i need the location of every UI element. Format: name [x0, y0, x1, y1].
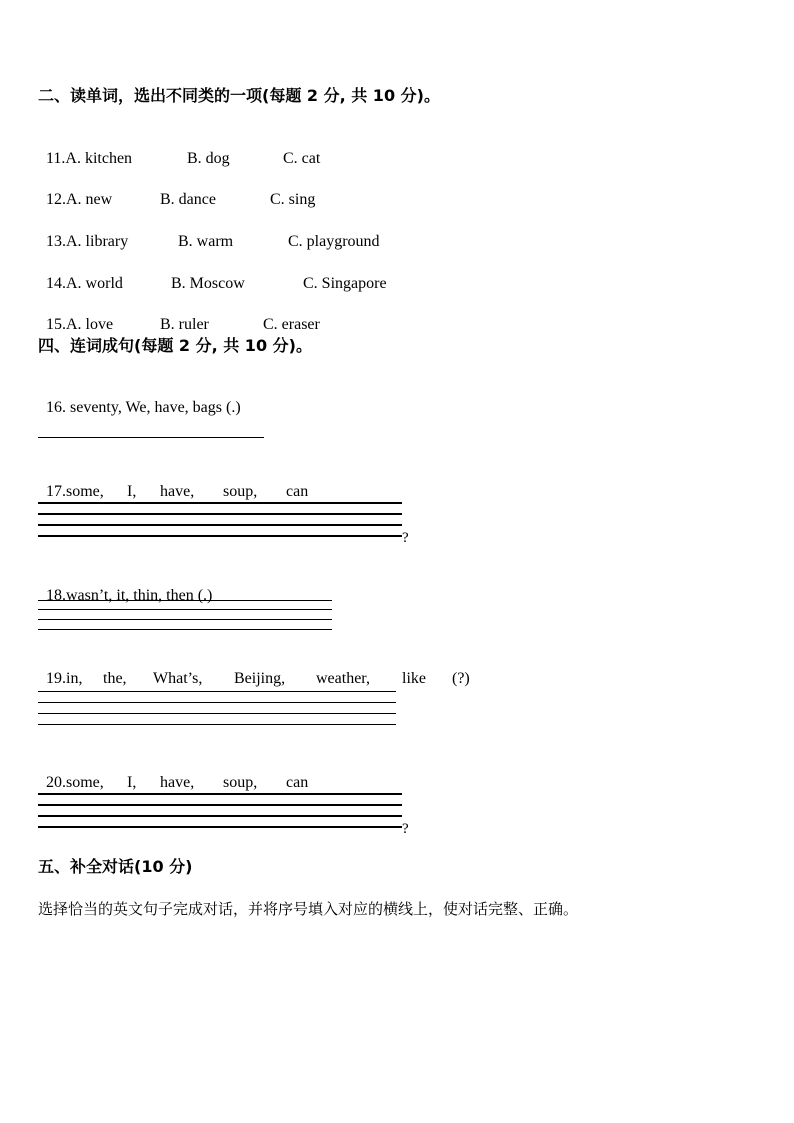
word: (?)	[452, 670, 470, 687]
question-number: 14.	[46, 275, 66, 292]
answer-line	[38, 502, 402, 504]
answer-line	[38, 804, 402, 806]
option-a: A. library	[66, 233, 129, 250]
word: weather,	[316, 670, 370, 687]
answer-line	[38, 793, 402, 795]
option-b: B. dance	[160, 191, 216, 208]
answer-line	[38, 691, 396, 692]
sentence-19	[38, 649, 470, 689]
word: I,	[127, 483, 137, 500]
answer-line	[38, 724, 396, 725]
word: in,	[66, 670, 83, 687]
question-14	[38, 254, 387, 294]
sentence-number: 16.	[46, 399, 66, 416]
question-number: 11.	[46, 150, 66, 167]
option-a: A. kitchen	[65, 150, 133, 167]
answer-line	[38, 826, 402, 828]
section-5-heading: 五、补全对话(10 分)	[38, 857, 193, 876]
scrambled-words: wasn’t, it, thin, then (.)	[66, 587, 213, 604]
word: some,	[66, 774, 104, 791]
answer-line	[38, 609, 332, 610]
option-b: B. ruler	[160, 316, 209, 333]
word: can	[286, 483, 309, 500]
word: can	[286, 774, 309, 791]
sentence-number: 17.	[46, 483, 66, 500]
option-c: C. eraser	[263, 316, 320, 333]
question-number: 12.	[46, 191, 66, 208]
section-2-heading: 二、读单词，选出不同类的一项(每题 2 分, 共 10 分)。	[38, 86, 440, 105]
answer-line	[38, 713, 396, 714]
option-c: C. playground	[288, 233, 380, 250]
word: Beijing,	[234, 670, 286, 687]
option-c: C. cat	[283, 150, 321, 167]
answer-line	[38, 619, 332, 620]
sentence-number: 20.	[46, 774, 66, 791]
word: have,	[160, 483, 195, 500]
sentence-number: 18.	[46, 587, 66, 604]
option-c: C. sing	[270, 191, 316, 208]
question-mark: ?	[402, 821, 409, 837]
question-12	[38, 170, 316, 210]
answer-line	[38, 524, 402, 526]
sentence-16	[38, 378, 241, 418]
answer-line	[38, 437, 264, 438]
answer-line	[38, 702, 396, 703]
sentence-number: 19.	[46, 670, 66, 687]
option-c: C. Singapore	[303, 275, 387, 292]
word: the,	[103, 670, 127, 687]
word: soup,	[223, 774, 258, 791]
question-13	[38, 212, 380, 252]
option-a: A. new	[66, 191, 113, 208]
answer-line	[38, 513, 402, 515]
question-number: 15.	[46, 316, 66, 333]
question-11	[38, 129, 321, 169]
word: I,	[127, 774, 137, 791]
section-5-instruction: 选择恰当的英文句子完成对话，并将序号填入对应的横线上，使对话完整、正确。	[38, 900, 579, 918]
option-a: A. love	[66, 316, 114, 333]
option-b: B. warm	[178, 233, 234, 250]
word: have,	[160, 774, 195, 791]
option-b: B. Moscow	[171, 275, 245, 292]
word: What’s,	[153, 670, 203, 687]
scrambled-words: seventy, We, have, bags (.)	[66, 399, 241, 416]
question-mark: ?	[402, 530, 409, 546]
answer-line	[38, 600, 332, 601]
word: some,	[66, 483, 104, 500]
question-15	[38, 295, 320, 335]
question-number: 13.	[46, 233, 66, 250]
answer-line	[38, 535, 402, 537]
sentence-17	[38, 462, 309, 502]
answer-line	[38, 815, 402, 817]
word: like	[402, 670, 426, 687]
section-4-heading: 四、连词成句(每题 2 分, 共 10 分)。	[38, 336, 312, 355]
answer-line	[38, 629, 332, 630]
sentence-20	[38, 753, 309, 793]
option-a: A. world	[66, 275, 123, 292]
word: soup,	[223, 483, 258, 500]
option-b: B. dog	[187, 150, 230, 167]
